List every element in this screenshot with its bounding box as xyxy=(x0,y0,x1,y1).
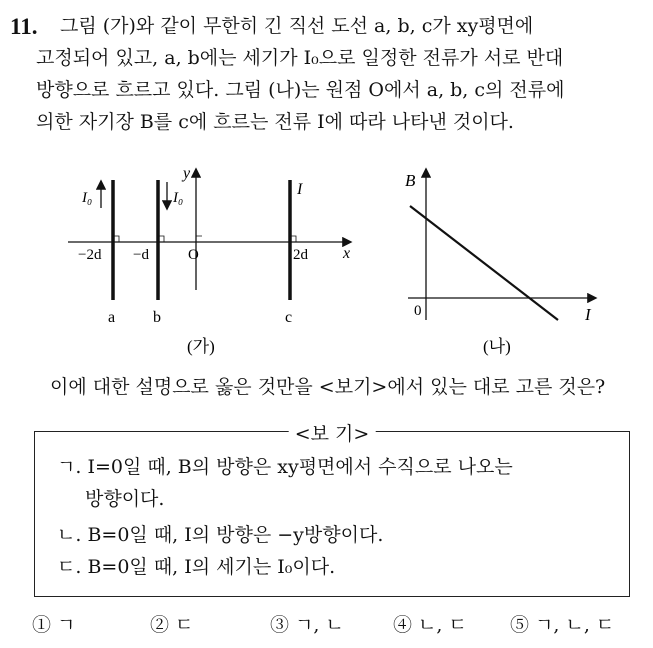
figure-ga-caption: (가) xyxy=(187,337,215,356)
question-text xyxy=(36,10,646,138)
bogi-marker: ㄷ. xyxy=(57,556,82,578)
choice-5[interactable]: ⑤ ㄱ, ㄴ, ㄷ xyxy=(510,614,615,636)
bogi-marker: ㄱ. xyxy=(57,456,82,478)
wire-b-current-label: I₀ xyxy=(173,190,184,206)
tick-label: −2d xyxy=(78,247,102,263)
bogi-item xyxy=(57,452,513,482)
bogi-item-continued: 방향이다. xyxy=(85,488,165,510)
bogi-box xyxy=(34,423,630,597)
choice-2[interactable]: ② ㄷ xyxy=(150,614,194,636)
question-prompt: 이에 대한 설명으로 옳은 것만을 <보기>에서 있는 대로 고른 것은? xyxy=(50,376,606,398)
bogi-title: <보 기> xyxy=(289,419,376,446)
bogi-text: I=0일 때, B의 방향은 xy평면에서 수직으로 나오는 xyxy=(87,456,513,478)
origin-label: O xyxy=(188,247,199,263)
question-number: 11. xyxy=(10,14,38,39)
choice-1[interactable]: ① ㄱ xyxy=(32,614,76,636)
wire-a-current-label: I₀ xyxy=(82,190,93,206)
graph-y-label: B xyxy=(405,171,416,190)
wire-a-name: a xyxy=(108,309,116,326)
graph-origin-label: 0 xyxy=(414,303,422,319)
wire-c-current-label: I xyxy=(297,181,303,198)
question-line: 의한 자기장 B를 c에 흐르는 전류 I에 따라 나타낸 것이다. xyxy=(36,111,514,133)
wire-c-name: c xyxy=(285,309,293,326)
bogi-marker: ㄴ. xyxy=(57,524,82,546)
question-line: 그림 (가)와 같이 무한히 긴 직선 도선 a, b, c가 xy평면에 xyxy=(60,15,534,37)
tick-label: −d xyxy=(133,247,149,263)
bogi-text: B=0일 때, I의 방향은 −y방향이다. xyxy=(87,524,384,546)
y-axis-label: y xyxy=(183,165,191,182)
graph-x-label: I xyxy=(585,305,591,324)
bogi-item xyxy=(57,520,383,550)
figure-na xyxy=(400,160,610,360)
question-line: 방향으로 흐르고 있다. 그림 (나)는 원점 O에서 a, b, c의 전류에 xyxy=(36,79,565,101)
choice-3[interactable]: ③ ㄱ, ㄴ xyxy=(270,614,344,636)
tick-label: 2d xyxy=(293,247,308,263)
figure-na-caption: (나) xyxy=(483,337,511,356)
x-axis-label: x xyxy=(343,245,351,262)
b-vs-i-line xyxy=(410,206,558,320)
figure-ga xyxy=(60,160,360,360)
wire-b-name: b xyxy=(153,309,161,326)
bogi-text: B=0일 때, I의 세기는 I₀이다. xyxy=(87,556,336,578)
bogi-item xyxy=(57,552,335,582)
choice-4[interactable]: ④ ㄴ, ㄷ xyxy=(393,614,467,636)
question-line: 고정되어 있고, a, b에는 세기가 I₀으로 일정한 전류가 서로 반대 xyxy=(36,47,564,69)
